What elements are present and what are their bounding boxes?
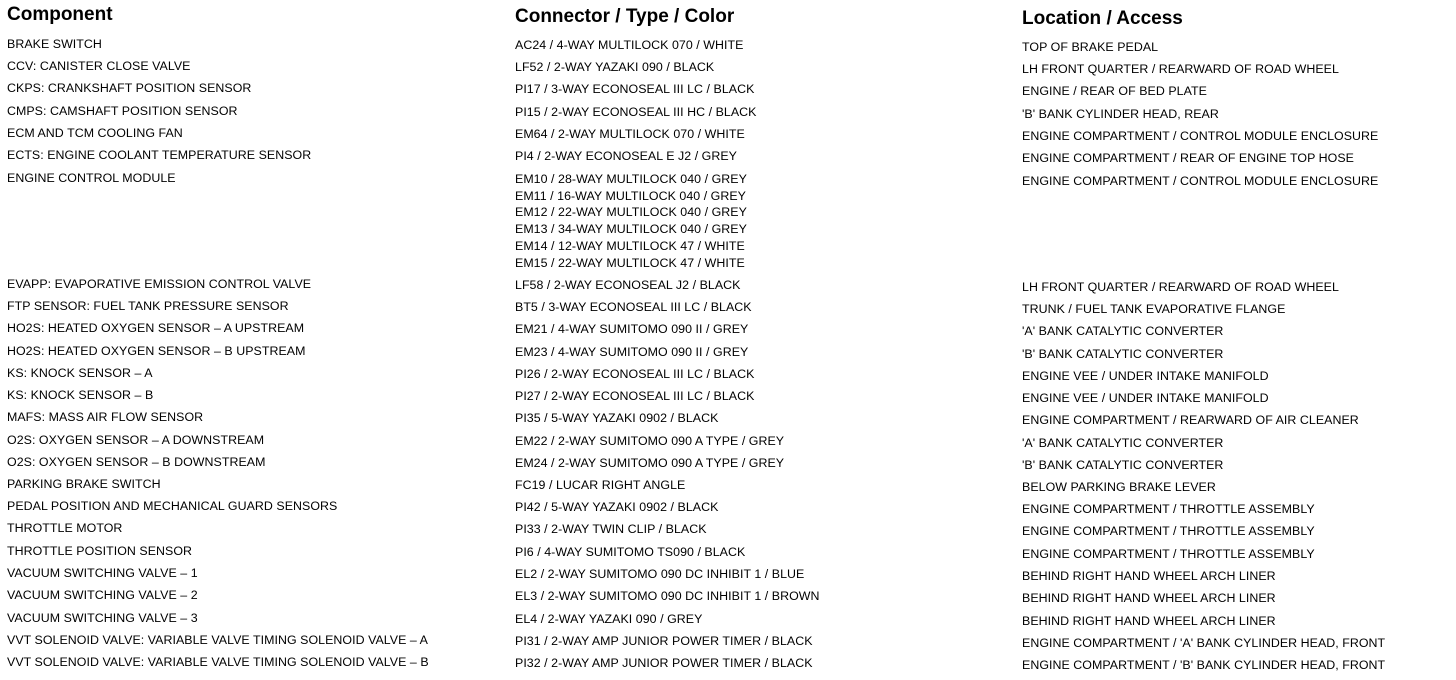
component-name: VACUUM SWITCHING VALVE – 1	[7, 566, 198, 580]
connector-line: EM10 / 28-WAY MULTILOCK 040 / GREY	[515, 172, 747, 186]
header-component: Component	[7, 4, 113, 25]
location-access: TOP OF BRAKE PEDAL	[1022, 40, 1159, 54]
connector-line: EL2 / 2-WAY SUMITOMO 090 DC INHIBIT 1 / BLUE	[515, 567, 805, 581]
location-access: BEHIND RIGHT HAND WHEEL ARCH LINER	[1022, 614, 1276, 628]
location-access: TRUNK / FUEL TANK EVAPORATIVE FLANGE	[1022, 302, 1286, 316]
connector-line: EM14 / 12-WAY MULTILOCK 47 / WHITE	[515, 238, 745, 253]
connector-info	[515, 37, 743, 54]
header-connector: Connector / Type / Color	[515, 6, 735, 27]
connector-info	[515, 366, 754, 383]
location-access: ENGINE / REAR OF BED PLATE	[1022, 84, 1207, 98]
connector-line: EM13 / 34-WAY MULTILOCK 040 / GREY	[515, 222, 747, 237]
connector-info	[515, 544, 745, 561]
connector-line: FC19 / LUCAR RIGHT ANGLE	[515, 478, 686, 492]
component-name: ECM AND TCM COOLING FAN	[7, 126, 183, 140]
connector-line: PI42 / 5-WAY YAZAKI 0902 / BLACK	[515, 500, 719, 514]
connector-line: LF52 / 2-WAY YAZAKI 090 / BLACK	[515, 60, 715, 74]
connector-line: EL3 / 2-WAY SUMITOMO 090 DC INHIBIT 1 / BROWN	[515, 589, 820, 603]
location-access: 'A' BANK CATALYTIC CONVERTER	[1022, 436, 1224, 450]
component-name: VVT SOLENOID VALVE: VARIABLE VALVE TIMING SOLENOID VALVE – A	[7, 633, 428, 647]
connector-line: PI32 / 2-WAY AMP JUNIOR POWER TIMER / BLACK	[515, 656, 813, 670]
connector-info	[515, 499, 718, 516]
location-access: ENGINE VEE / UNDER INTAKE MANIFOLD	[1022, 391, 1269, 405]
connector-info	[515, 299, 752, 316]
connector-info	[515, 321, 748, 338]
connector-line: PI33 / 2-WAY TWIN CLIP / BLACK	[515, 522, 707, 536]
location-access: BEHIND RIGHT HAND WHEEL ARCH LINER	[1022, 569, 1276, 583]
location-access: ENGINE COMPARTMENT / CONTROL MODULE ENCLOSURE	[1022, 174, 1379, 188]
component-name: VVT SOLENOID VALVE: VARIABLE VALVE TIMING SOLENOID VALVE – B	[7, 655, 429, 669]
location-access: ENGINE COMPARTMENT / REAR OF ENGINE TOP HOSE	[1022, 151, 1354, 165]
component-name: CMPS: CAMSHAFT POSITION SENSOR	[7, 104, 238, 118]
connector-info	[515, 148, 737, 165]
connector-line: EM23 / 4-WAY SUMITOMO 090 II / GREY	[515, 345, 749, 359]
connector-info	[515, 433, 784, 450]
connector-info	[515, 388, 754, 405]
location-access: ENGINE COMPARTMENT / CONTROL MODULE ENCLOSURE	[1022, 129, 1379, 143]
connector-line: LF58 / 2-WAY ECONOSEAL J2 / BLACK	[515, 278, 741, 292]
connector-line: EM15 / 22-WAY MULTILOCK 47 / WHITE	[515, 255, 745, 270]
location-access: ENGINE COMPARTMENT / THROTTLE ASSEMBLY	[1022, 524, 1315, 538]
connector-line: EM64 / 2-WAY MULTILOCK 070 / WHITE	[515, 127, 745, 141]
component-name: PEDAL POSITION AND MECHANICAL GUARD SENSORS	[7, 499, 338, 513]
location-access: 'B' BANK CATALYTIC CONVERTER	[1022, 458, 1224, 472]
component-name: CKPS: CRANKSHAFT POSITION SENSOR	[7, 81, 252, 95]
location-access: ENGINE VEE / UNDER INTAKE MANIFOLD	[1022, 369, 1269, 383]
connector-line: EL4 / 2-WAY YAZAKI 090 / GREY	[515, 612, 703, 626]
connector-info	[515, 566, 804, 583]
location-access: 'B' BANK CYLINDER HEAD, REAR	[1022, 107, 1219, 121]
connector-info	[515, 59, 714, 76]
component-name: HO2S: HEATED OXYGEN SENSOR – B UPSTREAM	[7, 344, 306, 358]
connector-line: PI27 / 2-WAY ECONOSEAL III LC / BLACK	[515, 389, 755, 403]
location-access: 'A' BANK CATALYTIC CONVERTER	[1022, 324, 1224, 338]
connector-line: PI26 / 2-WAY ECONOSEAL III LC / BLACK	[515, 367, 755, 381]
connector-line: PI31 / 2-WAY AMP JUNIOR POWER TIMER / BLACK	[515, 634, 813, 648]
component-name: EVAPP: EVAPORATIVE EMISSION CONTROL VALVE	[7, 277, 312, 291]
component-name: ENGINE CONTROL MODULE	[7, 171, 176, 185]
location-access: ENGINE COMPARTMENT / 'B' BANK CYLINDER HEAD, FRONT	[1022, 658, 1386, 672]
location-access: ENGINE COMPARTMENT / REARWARD OF AIR CLEANER	[1022, 413, 1359, 427]
connector-info	[515, 126, 745, 143]
connector-line: EM12 / 22-WAY MULTILOCK 040 / GREY	[515, 205, 747, 220]
connector-info	[515, 611, 702, 628]
component-name: O2S: OXYGEN SENSOR – A DOWNSTREAM	[7, 433, 265, 447]
connector-line: PI17 / 3-WAY ECONOSEAL III LC / BLACK	[515, 82, 755, 96]
connector-info	[515, 104, 756, 121]
connector-info	[515, 171, 747, 271]
component-name: THROTTLE POSITION SENSOR	[7, 544, 193, 558]
connector-info	[515, 344, 748, 361]
component-name: FTP SENSOR: FUEL TANK PRESSURE SENSOR	[7, 299, 289, 313]
connector-line: EM11 / 16-WAY MULTILOCK 040 / GREY	[515, 188, 746, 203]
header-location: Location / Access	[1022, 8, 1183, 29]
connector-info	[515, 277, 740, 294]
connector-line: AC24 / 4-WAY MULTILOCK 070 / WHITE	[515, 38, 744, 52]
location-access: BELOW PARKING BRAKE LEVER	[1022, 480, 1216, 494]
location-access: BEHIND RIGHT HAND WHEEL ARCH LINER	[1022, 591, 1276, 605]
connector-info	[515, 633, 813, 650]
component-name: VACUUM SWITCHING VALVE – 2	[7, 588, 198, 602]
connector-line: BT5 / 3-WAY ECONOSEAL III LC / BLACK	[515, 300, 752, 314]
location-access: ENGINE COMPARTMENT / THROTTLE ASSEMBLY	[1022, 502, 1315, 516]
connector-line: PI4 / 2-WAY ECONOSEAL E J2 / GREY	[515, 149, 737, 163]
component-name: VACUUM SWITCHING VALVE – 3	[7, 611, 198, 625]
component-name: THROTTLE MOTOR	[7, 521, 123, 535]
location-access: LH FRONT QUARTER / REARWARD OF ROAD WHEEL	[1022, 62, 1339, 76]
component-name: BRAKE SWITCH	[7, 37, 102, 51]
connector-line: EM24 / 2-WAY SUMITOMO 090 A TYPE / GREY	[515, 456, 785, 470]
connector-info	[515, 410, 718, 427]
connector-info	[515, 81, 754, 98]
connector-info	[515, 477, 685, 494]
connector-line: PI35 / 5-WAY YAZAKI 0902 / BLACK	[515, 411, 719, 425]
location-access: 'B' BANK CATALYTIC CONVERTER	[1022, 347, 1224, 361]
component-name: CCV: CANISTER CLOSE VALVE	[7, 59, 191, 73]
connector-info	[515, 588, 820, 605]
connector-info	[515, 655, 813, 672]
location-access: LH FRONT QUARTER / REARWARD OF ROAD WHEEL	[1022, 280, 1339, 294]
location-access: ENGINE COMPARTMENT / 'A' BANK CYLINDER HEAD, FRONT	[1022, 636, 1386, 650]
component-name: KS: KNOCK SENSOR – B	[7, 388, 154, 402]
connector-line: EM22 / 2-WAY SUMITOMO 090 A TYPE / GREY	[515, 434, 785, 448]
connector-line: PI6 / 4-WAY SUMITOMO TS090 / BLACK	[515, 545, 746, 559]
connector-line: PI15 / 2-WAY ECONOSEAL III HC / BLACK	[515, 105, 757, 119]
component-name: MAFS: MASS AIR FLOW SENSOR	[7, 410, 204, 424]
component-name: HO2S: HEATED OXYGEN SENSOR – A UPSTREAM	[7, 321, 305, 335]
connector-info	[515, 455, 784, 472]
connector-line: EM21 / 4-WAY SUMITOMO 090 II / GREY	[515, 322, 749, 336]
component-name: KS: KNOCK SENSOR – A	[7, 366, 153, 380]
location-access: ENGINE COMPARTMENT / THROTTLE ASSEMBLY	[1022, 547, 1315, 561]
component-name: PARKING BRAKE SWITCH	[7, 477, 161, 491]
component-name: ECTS: ENGINE COOLANT TEMPERATURE SENSOR	[7, 148, 312, 162]
component-name: O2S: OXYGEN SENSOR – B DOWNSTREAM	[7, 455, 266, 469]
connector-info	[515, 521, 707, 538]
